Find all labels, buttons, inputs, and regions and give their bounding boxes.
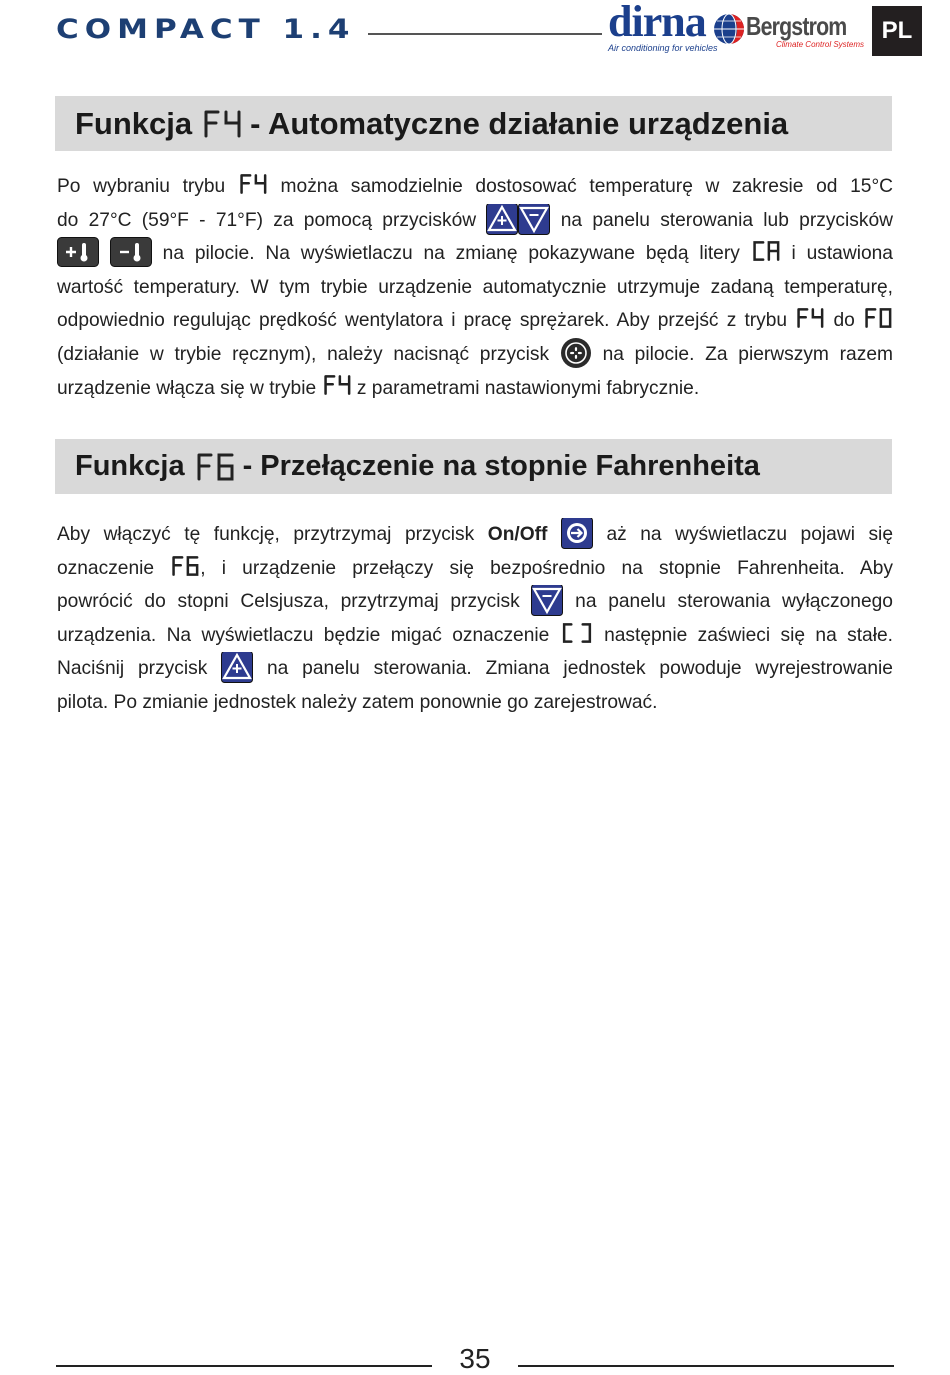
heading-suffix: - Przełączenie na stopnie Fahrenheita — [242, 450, 760, 482]
dirna-wordmark: dirna — [608, 0, 706, 46]
text-line: odpowiednio regulując prędkość wentylatora i pracę sprężarek. Aby przejść z trybu do — [57, 304, 893, 338]
remote-minus-button-icon — [110, 237, 152, 267]
dirna-logo — [608, 2, 716, 54]
section-heading-f6 — [55, 439, 892, 494]
bergstrom-tagline: Climate Control Systems — [775, 40, 864, 49]
footer-divider-left — [56, 1365, 432, 1367]
temperature-down-button-icon — [531, 585, 563, 616]
header-divider — [368, 33, 602, 35]
lcd-f6-icon — [170, 556, 200, 576]
section-heading-f4 — [55, 96, 892, 151]
page-number: 35 — [459, 1343, 491, 1374]
section2-paragraph — [57, 518, 893, 720]
bergstrom-wordmark: Bergstrom — [746, 11, 847, 41]
dirna-tagline: Air conditioning for vehicles — [608, 43, 718, 53]
lcd-f6-icon — [195, 453, 235, 481]
text-line: oznaczenie , i urządzenie przełączy się bezpośrednio na stopnie Fahrenheita. Aby — [57, 552, 893, 586]
heading-suffix: - Automatyczne działanie urządzenia — [250, 105, 789, 141]
text-line: urządzenia. Na wyświetlaczu będzie migać oznaczenie następnie zaświeci się na stałe. — [57, 619, 893, 653]
text-line: pilota. Po zmianie jednostek należy zatem ponownie go zarejestrować. — [57, 691, 658, 713]
temperature-down-button-icon — [518, 204, 550, 235]
fan-button-icon — [560, 338, 592, 369]
text-line: powrócić do stopni Celsjusza, przytrzymaj przycisk na panelu sterowania wyłączonego — [57, 585, 893, 619]
lcd-f0-icon — [863, 308, 893, 328]
text-line: urządzenie włącza się w trybie z parametrami nastawionymi fabrycznie. — [57, 372, 893, 406]
text-line: Po wybraniu trybu można samodzielnie dostosować temperaturę w zakresie od 15°C — [57, 170, 893, 204]
lcd-f4-icon — [238, 174, 268, 194]
temperature-up-button-icon — [486, 204, 518, 235]
remote-plus-button-icon — [57, 237, 99, 267]
text-line: na pilocie. Na wyświetlaczu na zmianę pokazywane będą litery i ustawiona — [57, 237, 893, 271]
power-button-icon — [561, 518, 593, 549]
lcd-ca-icon — [751, 241, 781, 261]
bergstrom-logo — [746, 12, 870, 54]
text-line: do 27°C (59°F - 71°F) za pomocą przycisków na panelu sterowania lub przycisków — [57, 204, 893, 238]
lcd-f4-icon — [795, 308, 825, 328]
globe-icon — [712, 12, 746, 46]
text-line: Naciśnij przycisk na panelu sterowania. Zmiana jednostek powoduje wyrejestrowanie — [57, 652, 893, 686]
heading-prefix: Funkcja — [75, 105, 193, 141]
section1-paragraph — [57, 170, 893, 405]
footer-divider-right — [518, 1365, 894, 1367]
temperature-up-button-icon — [221, 652, 253, 683]
text-line: wartość temperatury. W tym trybie urządzenie automatycznie utrzymuje zadaną temperaturę, — [57, 276, 893, 298]
text-line: (działanie w trybie ręcznym), należy nacisnąć przycisk na pilocie. Za pierwszym razem — [57, 338, 893, 372]
lcd-f4-icon — [322, 375, 352, 395]
text-line: Aby włączyć tę funkcję, przytrzymaj przycisk On/Off aż na wyświetlaczu pojawi się — [57, 518, 893, 552]
document-title: COMPACT 1.4 — [56, 14, 356, 45]
lcd-blank-icon — [560, 623, 594, 643]
lcd-f4-icon — [202, 110, 242, 138]
heading-prefix: Funkcja — [75, 450, 185, 482]
language-badge: PL — [872, 6, 922, 56]
